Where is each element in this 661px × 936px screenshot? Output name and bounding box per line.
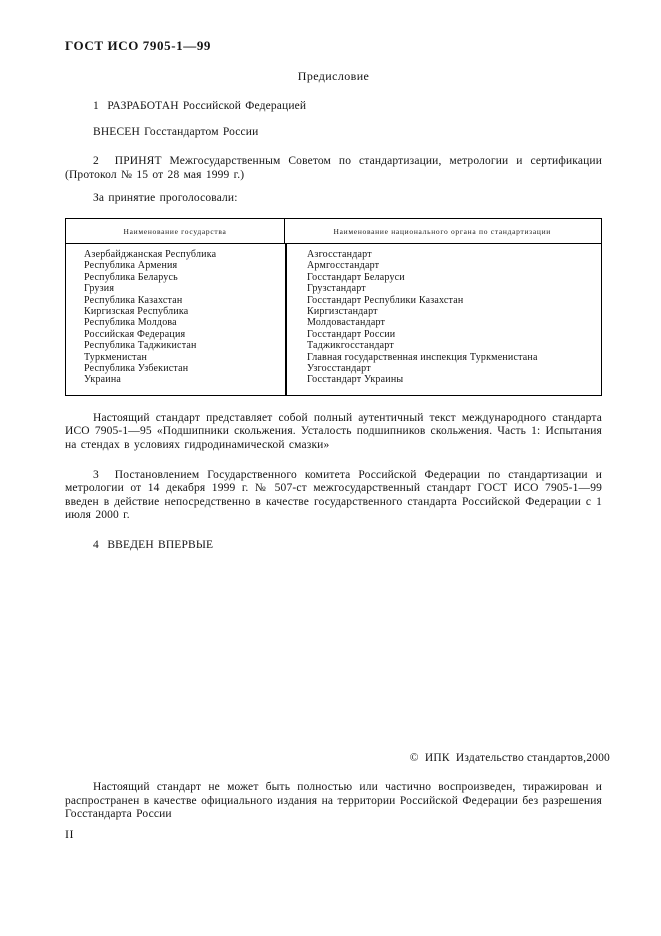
page-content: [65, 38, 607, 553]
state-cell: Грузия: [84, 283, 115, 295]
agency-cell: Госстандарт России: [307, 328, 396, 340]
voting-table: [65, 218, 602, 396]
table-row: [66, 352, 601, 363]
column-header-state: Наименование государства: [66, 219, 285, 243]
agency-cell: Главная государственная инспекция Туркменистана: [307, 351, 538, 363]
table-row: [66, 317, 601, 328]
table-row: [66, 363, 601, 374]
foreword-item-3: 3 Постановлением Государственного комитета Российской Федерации по стандартизации и метрологии от 14 декабря 1999 г. № 507-ст межгосударственный стандарт ГОСТ ИСО 7905-1—99 введен в действие непосредственно в качестве государственного стандарта Российской Федерации с 1 июля 2000 г.: [65, 468, 607, 522]
state-cell: Республика Казахстан: [84, 294, 183, 306]
agency-cell: Госстандарт Украины: [307, 374, 404, 386]
state-cell: Республика Узбекистан: [84, 363, 189, 375]
state-cell: Республика Молдова: [84, 317, 177, 329]
page-number: II: [65, 826, 74, 841]
table-row: [66, 329, 601, 340]
table-row: [66, 272, 601, 283]
agency-cell: Госстандарт Республики Казахстан: [307, 294, 464, 306]
authentic-text-note: Настоящий стандарт представляет собой полный аутентичный текст международного стандарта ИСО 7905-1—95 «Подшипники скольжения. Усталость подшипников скольжения. Часть 1: Испытания на стендах в условиях гидродинамической смазки»: [65, 411, 607, 452]
voting-table-body: [66, 244, 601, 395]
state-cell: Республика Армения: [84, 260, 178, 272]
agency-cell: Киргизстандарт: [307, 306, 378, 317]
agency-cell: Молдовастандарт: [307, 317, 386, 329]
standard-code: ГОСТ ИСО 7905-1—99: [65, 38, 212, 53]
agency-cell: Армгосстандарт: [307, 260, 380, 272]
foreword-item-1-submitted: ВНЕСЕН Госстандартом России: [93, 125, 259, 138]
table-row: [66, 295, 601, 306]
agency-cell: Госстандарт Беларуси: [307, 271, 405, 283]
table-row: [66, 249, 601, 260]
foreword-item-1: 1 РАЗРАБОТАН Российской Федерацией: [93, 100, 307, 112]
state-cell: Республика Таджикистан: [84, 340, 197, 352]
agency-cell: Таджикгосстандарт: [307, 340, 394, 352]
agency-cell: Грузстандарт: [307, 283, 366, 295]
table-row: [66, 306, 601, 317]
state-cell: Республика Беларусь: [84, 271, 178, 283]
table-row: [66, 260, 601, 271]
agency-cell: Азгосстандарт: [307, 248, 372, 260]
vote-intro: За принятие проголосовали:: [93, 192, 238, 205]
table-row: [66, 283, 601, 294]
state-cell: Украина: [84, 374, 122, 386]
voting-table-header-row: [66, 219, 601, 244]
state-cell: Российская Федерация: [84, 328, 186, 340]
foreword-item-4: 4 ВВЕДЕН ВПЕРВЫЕ: [93, 539, 214, 551]
agency-cell: Узгосстандарт: [307, 363, 371, 375]
state-cell: Азербайджанская Республика: [84, 248, 217, 260]
page-title: Предисловие: [297, 69, 370, 83]
table-row: [66, 374, 601, 385]
copyright-line: © ИПК Издательство стандартов,2000: [409, 752, 610, 764]
table-row: [66, 340, 601, 351]
reproduction-restriction-note: Настоящий стандарт не может быть полностью или частично воспроизведен, тиражирован и распространен в качестве официального издания на территории Российской Федерации без разрешения Госстандарта России: [65, 781, 607, 821]
column-header-agency: Наименование национального органа по стандартизации: [333, 226, 551, 236]
state-cell: Киргизская Республика: [84, 306, 189, 317]
page-footer: [65, 752, 610, 842]
foreword-item-2: 2 ПРИНЯТ Межгосударственным Советом по стандартизации, метрологии и сертификации (Протокол № 15 от 28 мая 1999 г.): [65, 155, 607, 181]
state-cell: Туркменистан: [84, 351, 148, 363]
